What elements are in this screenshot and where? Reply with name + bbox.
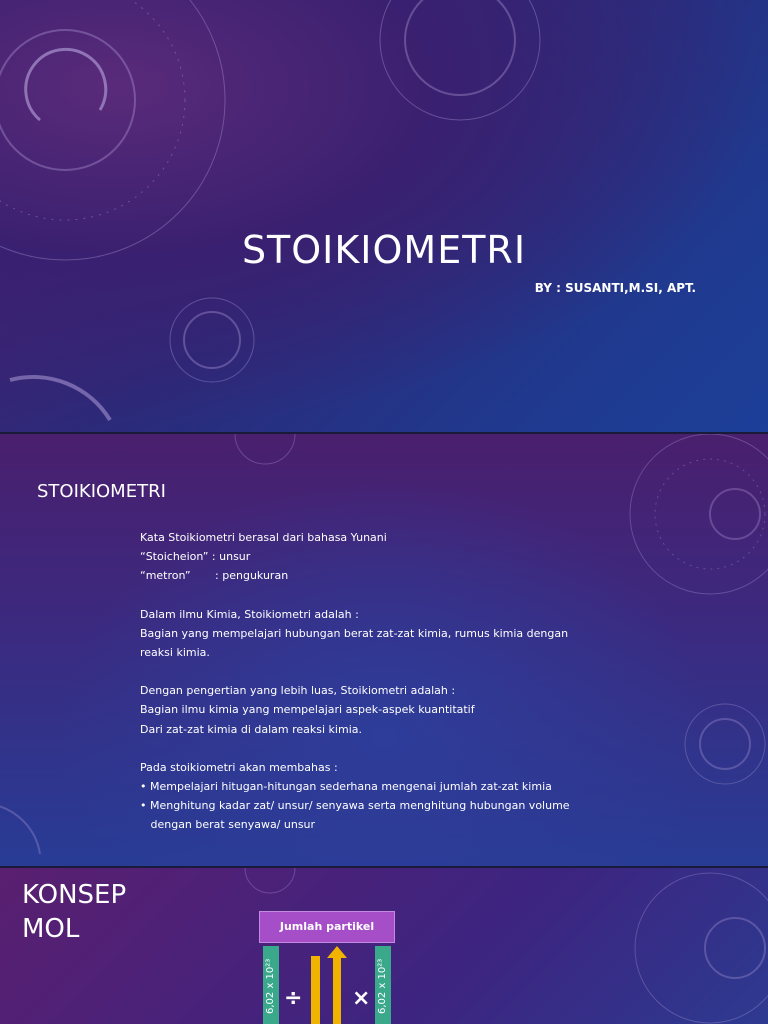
slide-title [22,878,126,946]
slide-body [140,528,570,835]
multiply-symbol: × [352,986,371,1011]
bullet-item: dengan berat senyawa/ unsur [140,818,316,832]
mole-concept-slide [0,868,768,1024]
title-line: KONSEP [22,880,127,910]
body-line: “Stoicheion” : unsur [140,550,251,564]
body-line: Bagian ilmu kimia yang mempelajari aspek-aspek kuantitatif [140,703,475,717]
up-arrow [326,946,348,1024]
body-spacer [140,739,570,758]
body-line: Kata Stoikiometri berasal dari bahasa Yunani [140,531,387,544]
body-line: Dalam ilmu Kimia, Stoikiometri adalah : [140,607,359,621]
decorative-circles [0,0,768,432]
author-byline: BY : SUSANTI,M.SI, APT. [534,281,696,295]
avogadro-label-right: 6,02 x 10²³ [377,958,388,1014]
bullet-item: • Menghitung kadar zat/ unsur/ senyawa serta menghitung hubungan volume [140,799,570,813]
bullet-item: • Mempelajari hitugan-hitungan sederhana mengenai jumlah zat-zat kimia [140,780,552,794]
divide-symbol: ÷ [284,986,303,1011]
down-arrow-shaft [311,956,320,1024]
body-line: Dari zat-zat kimia di dalam reaksi kimia. [140,722,362,736]
slide-title: STOIKIOMETRI [37,481,166,502]
avogadro-label-left: 6,02 x 10²³ [265,958,276,1014]
body-line: reaksi kimia. [140,646,210,660]
body-spacer [140,662,570,681]
particle-count-box: Jumlah partikel [259,911,395,943]
title-slide [0,0,768,432]
body-line: Bagian yang mempelajari hubungan berat zat-zat kimia, rumus kimia dengan [140,626,569,640]
intro-slide [0,434,768,866]
body-spacer [140,586,570,605]
presentation-title: STOIKIOMETRI [241,228,527,272]
body-line: Dengan pengertian yang lebih luas, Stoikiometri adalah : [140,684,456,698]
body-line: “metron” : pengukuran [140,569,289,583]
body-line: Pada stoikiometri akan membahas : [140,760,338,774]
title-line: MOL [22,914,80,944]
